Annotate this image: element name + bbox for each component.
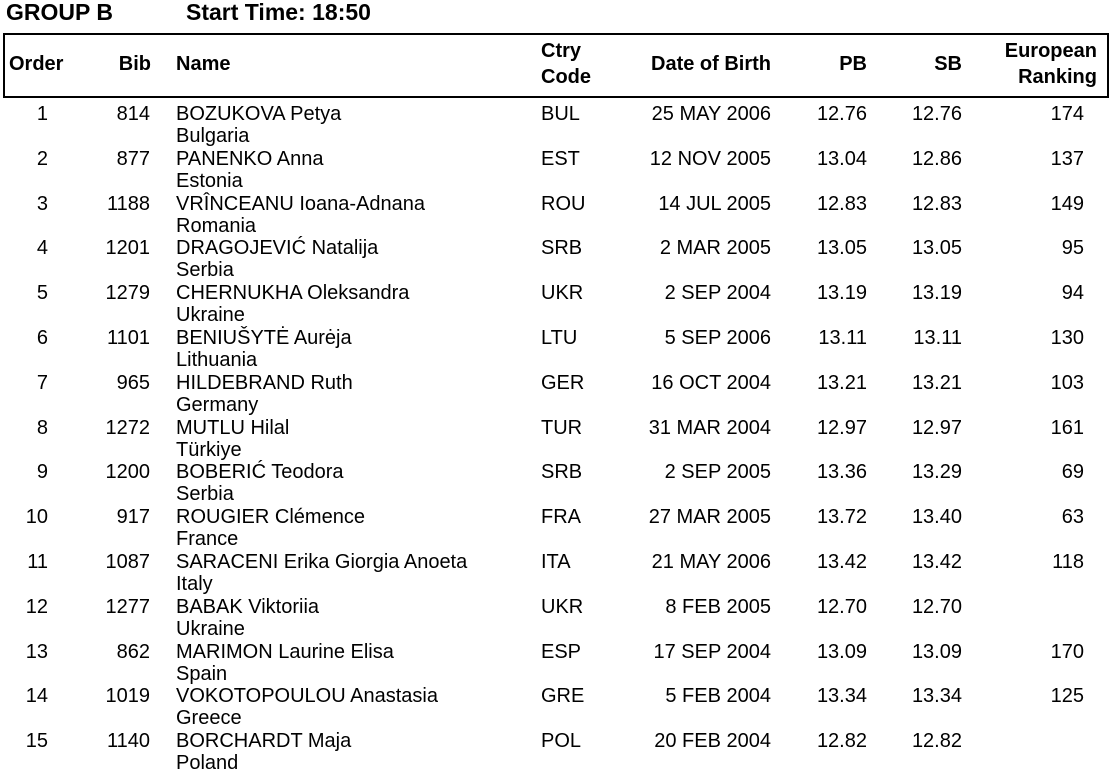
- header-code: Code: [541, 66, 591, 88]
- sb-cell: 13.42: [911, 550, 962, 573]
- date-of-birth: 5 FEB 2004: [665, 685, 771, 708]
- athlete-name: BABAK Viktoriia: [176, 595, 320, 618]
- sb-cell: 13.29: [911, 461, 962, 484]
- country-code: BUL: [541, 103, 580, 125]
- country-code: LTU: [541, 326, 578, 349]
- ranking-cell: 63: [1061, 506, 1084, 529]
- country-code: SRB: [541, 461, 583, 484]
- country-name: Romania: [176, 214, 257, 237]
- header-ctry: Ctry: [541, 40, 582, 62]
- date-of-birth: 16 OCT 2004: [651, 371, 771, 394]
- country-code: TUR: [541, 416, 583, 439]
- ranking-cell: 130: [1050, 326, 1084, 349]
- country-name: Lithuania: [176, 348, 258, 371]
- order-cell: 7: [36, 371, 48, 394]
- country-name: Serbia: [176, 259, 234, 282]
- bib-cell: 1272: [105, 416, 150, 439]
- header-european: European: [1004, 40, 1097, 62]
- date-of-birth: 12 NOV 2005: [649, 147, 771, 170]
- country-code: FRA: [541, 506, 581, 529]
- country-code: ROU: [541, 192, 586, 215]
- athlete-name: VRÎNCEANU Ioana-Adnana: [176, 192, 426, 215]
- country-name: Spain: [176, 662, 228, 685]
- date-of-birth: 25 MAY 2006: [651, 103, 771, 125]
- ranking-cell: 125: [1050, 685, 1084, 708]
- country-code: ESP: [541, 640, 582, 663]
- date-of-birth: 2 SEP 2004: [664, 282, 771, 305]
- country-name: Greece: [176, 707, 242, 730]
- date-of-birth: 21 MAY 2006: [651, 550, 771, 573]
- table-row: [0, 282, 1111, 327]
- pb-cell: 13.11: [818, 326, 867, 349]
- ranking-cell: 170: [1050, 640, 1084, 663]
- ranking-cell: 174: [1050, 103, 1084, 125]
- sb-cell: 12.76: [911, 103, 962, 125]
- bib-cell: 1201: [105, 237, 150, 260]
- bib-cell: 1087: [105, 550, 150, 573]
- bib-cell: 814: [116, 103, 150, 125]
- date-of-birth: 14 JUL 2005: [658, 192, 771, 215]
- table-header: [3, 33, 1109, 98]
- header-pb: PB: [839, 53, 867, 75]
- pb-cell: 12.76: [816, 103, 867, 125]
- ranking-cell: 95: [1061, 237, 1084, 260]
- athlete-name: BORCHARDT Maja: [176, 730, 352, 753]
- ranking-cell: 161: [1050, 416, 1084, 439]
- order-cell: 6: [36, 326, 48, 349]
- athlete-name: MUTLU Hilal: [176, 416, 290, 439]
- table-row: [0, 461, 1111, 506]
- header-sb: SB: [934, 53, 962, 75]
- table-row: [0, 148, 1111, 193]
- table-row: [0, 193, 1111, 238]
- date-of-birth: 8 FEB 2005: [665, 595, 771, 618]
- ranking-cell: 103: [1050, 371, 1084, 394]
- athlete-name: HILDEBRAND Ruth: [176, 371, 353, 394]
- table-row: [0, 641, 1111, 686]
- date-of-birth: 31 MAR 2004: [648, 416, 771, 439]
- bib-cell: 1188: [106, 192, 150, 215]
- sb-cell: 12.83: [911, 192, 962, 215]
- order-cell: 2: [36, 147, 48, 170]
- sb-cell: 13.21: [911, 371, 962, 394]
- athlete-name: ROUGIER Clémence: [176, 506, 365, 529]
- country-code: EST: [541, 147, 580, 170]
- sb-cell: 13.34: [911, 685, 962, 708]
- pb-cell: 13.05: [816, 237, 867, 260]
- table-row: [0, 372, 1111, 417]
- table-row: [0, 103, 1111, 148]
- header-order: Order: [9, 53, 64, 75]
- country-name: Ukraine: [176, 304, 245, 327]
- sb-cell: 13.19: [911, 282, 962, 305]
- country-code: SRB: [541, 237, 583, 260]
- table-row: [0, 685, 1111, 730]
- order-cell: 13: [25, 640, 48, 663]
- pb-cell: 13.36: [816, 461, 867, 484]
- ranking-cell: 118: [1052, 550, 1084, 573]
- bib-cell: 1200: [105, 461, 150, 484]
- pb-cell: 13.09: [816, 640, 867, 663]
- athlete-name: MARIMON Laurine Elisa: [176, 640, 394, 663]
- date-of-birth: 17 SEP 2004: [653, 640, 771, 663]
- group-title: [6, 0, 371, 26]
- sb-cell: 13.09: [911, 640, 962, 663]
- table-row: [0, 730, 1111, 775]
- table-row: [0, 327, 1111, 372]
- pb-cell: 13.34: [816, 685, 867, 708]
- header-dob: Date of Birth: [651, 53, 771, 75]
- date-of-birth: 2 MAR 2005: [659, 237, 771, 260]
- sb-cell: 13.11: [913, 326, 962, 349]
- athlete-name: DRAGOJEVIĆ Natalija: [176, 237, 379, 260]
- order-cell: 8: [36, 416, 48, 439]
- athlete-name: CHERNUKHA Oleksandra: [176, 282, 410, 305]
- pb-cell: 13.72: [816, 506, 867, 529]
- sb-cell: 12.97: [911, 416, 962, 439]
- country-code: GRE: [541, 685, 585, 708]
- ranking-cell: 69: [1061, 461, 1084, 484]
- order-cell: 9: [36, 461, 48, 484]
- date-of-birth: 5 SEP 2006: [664, 326, 771, 349]
- bib-cell: 877: [116, 147, 150, 170]
- pb-cell: 13.19: [816, 282, 867, 305]
- athlete-name: SARACENI Erika Giorgia Anoeta: [176, 550, 468, 573]
- country-name: France: [176, 528, 239, 551]
- table-row: [0, 237, 1111, 282]
- order-cell: 3: [36, 192, 48, 215]
- order-cell: 1: [36, 103, 48, 125]
- sb-cell: 12.82: [911, 730, 962, 753]
- order-cell: 10: [25, 506, 48, 529]
- pb-cell: 12.83: [816, 192, 867, 215]
- order-cell: 12: [25, 595, 48, 618]
- pb-cell: 13.21: [816, 371, 867, 394]
- ranking-cell: 149: [1050, 192, 1084, 215]
- header-bib: Bib: [118, 53, 151, 75]
- country-name: Türkiye: [176, 438, 242, 461]
- pb-cell: 12.70: [816, 595, 867, 618]
- bib-cell: 1277: [105, 595, 150, 618]
- bib-cell: 917: [116, 506, 150, 529]
- sb-cell: 13.40: [911, 506, 962, 529]
- order-cell: 11: [27, 550, 48, 573]
- country-name: Bulgaria: [176, 125, 250, 147]
- country-name: Italy: [176, 572, 213, 595]
- country-name: Poland: [176, 752, 239, 775]
- country-name: Serbia: [176, 483, 234, 506]
- country-code: POL: [541, 730, 582, 753]
- athlete-name: BOZUKOVA Petya: [176, 103, 342, 125]
- country-name: Germany: [176, 393, 259, 416]
- table-row: [0, 551, 1111, 596]
- order-cell: 14: [25, 685, 48, 708]
- header-name: Name: [176, 53, 231, 75]
- country-name: Ukraine: [176, 617, 245, 640]
- athlete-list: [0, 103, 1111, 775]
- country-name: Estonia: [176, 169, 243, 192]
- order-cell: 5: [36, 282, 48, 305]
- athlete-name: BOBERIĆ Teodora: [176, 461, 344, 484]
- sb-cell: 12.86: [911, 147, 962, 170]
- header-ranking: Ranking: [1018, 66, 1097, 88]
- bib-cell: 862: [116, 640, 150, 663]
- bib-cell: 965: [116, 371, 150, 394]
- country-code: UKR: [541, 595, 584, 618]
- athlete-name: VOKOTOPOULOU Anastasia: [176, 685, 438, 708]
- table-row: [0, 417, 1111, 462]
- ranking-cell: 137: [1050, 147, 1084, 170]
- order-cell: 4: [36, 237, 48, 260]
- athlete-name: BENIUŠYTĖ Aurėja: [176, 326, 352, 349]
- bib-cell: 1101: [106, 326, 150, 349]
- date-of-birth: 2 SEP 2005: [664, 461, 771, 484]
- bib-cell: 1019: [105, 685, 150, 708]
- table-row: [0, 506, 1111, 551]
- country-code: GER: [541, 371, 585, 394]
- ranking-cell: 94: [1061, 282, 1084, 305]
- table-row: [0, 596, 1111, 641]
- sb-cell: 12.70: [911, 595, 962, 618]
- athlete-name: PANENKO Anna: [176, 147, 324, 170]
- date-of-birth: 20 FEB 2004: [654, 730, 771, 753]
- date-of-birth: 27 MAR 2005: [648, 506, 771, 529]
- group-label: GROUP B: [6, 0, 113, 25]
- start-time: Start Time: 18:50: [186, 0, 371, 25]
- pb-cell: 12.82: [816, 730, 867, 753]
- pb-cell: 12.97: [816, 416, 867, 439]
- bib-cell: 1279: [105, 282, 150, 305]
- pb-cell: 13.42: [816, 550, 867, 573]
- order-cell: 15: [25, 730, 48, 753]
- country-code: ITA: [541, 550, 571, 573]
- sb-cell: 13.05: [911, 237, 962, 260]
- pb-cell: 13.04: [816, 147, 867, 170]
- bib-cell: 1140: [106, 730, 150, 753]
- country-code: UKR: [541, 282, 584, 305]
